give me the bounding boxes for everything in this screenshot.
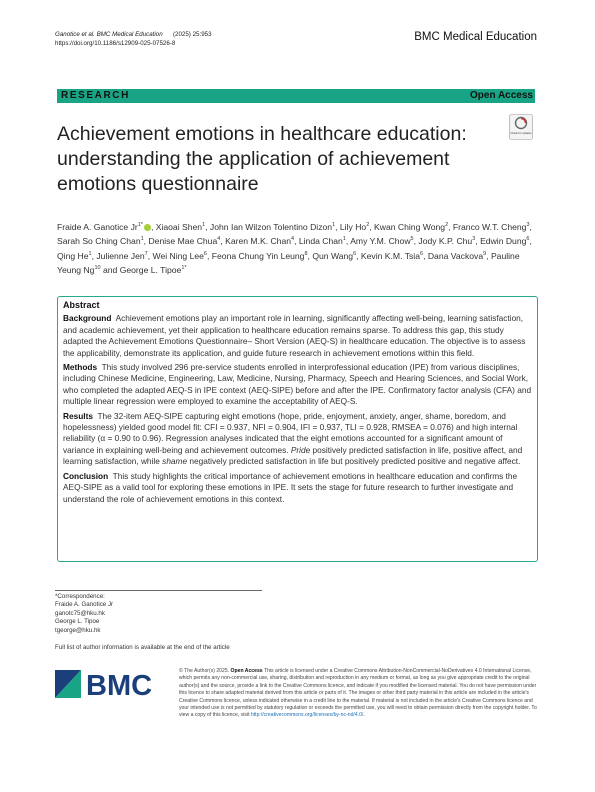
author-name[interactable]: Xiaoai Shen xyxy=(155,221,203,232)
author-affiliation: 1 xyxy=(332,222,336,228)
section-banner xyxy=(57,89,535,103)
methods-label: Methods xyxy=(63,362,98,373)
results-text-c: negatively predicted satisfaction in life but positively predicted positive and negative affect. xyxy=(189,456,521,467)
license-end: . xyxy=(363,712,365,719)
license-body: This article is licensed under a Creative Commons Attribution-NonCommercial-NoDerivatives 4.0 International License, which permits any non-commercial use, sharing, distribution and reproduction in any medium or format, as long as you give appropriate credit to the original author(s) and the source, provide a link to the Creative Commons licence, and indicate if you modified the licensed material. You do not have permission under this licence to share adapted material derived from this article or parts of it. The images or other third party material in this article are included in the article's Creative Commons licence, unless indicated otherwise in a credit line to the material. If material is not included in the article's Creative Commons licence and your intended use is not permitted by statutory regulation or exceeds the permitted use, you will need to obtain permission directly from the copyright holder. To view a copy of this licence, visit xyxy=(179,668,537,719)
author-name[interactable]: Jody K.P. Chu xyxy=(418,236,473,247)
author-name[interactable]: Qun Wang xyxy=(312,250,354,261)
footnote-rule xyxy=(55,590,262,591)
author-name[interactable]: Feona Chung Yin Leung xyxy=(211,250,305,261)
results-shame: shame xyxy=(162,456,188,467)
conclusion-text: This study highlights the critical importance of achievement emotions in healthcare education and confirms the AEQ-SIPE as a valid tool for exploring these emotions in IPE. It sets the stage for future research to further investigate and understand the role of achievement emotions in this context. xyxy=(63,470,518,504)
abstract-box xyxy=(57,296,538,562)
author-name[interactable]: Sarah So Ching Chan xyxy=(57,236,141,247)
abstract-methods xyxy=(63,362,532,408)
author-info-note: Full list of author information is available at the end of the article xyxy=(55,644,230,651)
author-affiliation: 6 xyxy=(203,250,207,257)
author-affiliation: 2 xyxy=(366,222,370,228)
citation-year: (2025) 25:953 xyxy=(172,31,212,38)
author-name[interactable]: Kevin K.M. Tsia xyxy=(360,250,420,261)
author-name[interactable]: Julienne Jen xyxy=(96,250,145,261)
author-affiliation: 4 xyxy=(217,236,221,243)
author-affiliation: 1 xyxy=(88,250,92,257)
author-list: Fraide A. Ganotice $Jr^{1*}$ , Xiaoai Shen$^1$, John Ian Wilzon Tolentino Dizon$^1$, Lily Ho$^2$, Kwan Ching Wong$^2$, Franco W.T. Cheng$^3$, Sarah So Ching Chan$^1$, Denise Mae Chua$^4$, Karen M.K. Chan$^4$, Linda Chan$^1$, Amy Y.M. Chow$^5$, Jody K.P. Chu$^3$, Edwin Dung$^6$, Qing He$^1$, Julienne Jen$^7$, Wei Ning Lee$^6$, Feona Chung Yin Leung$^8$, Qun Wang$^6$, Kevin K.M. Tsia$^6$, Dana Vackova$^9$, Pauline Yeung Ng$^{10}$ and George L. Tipoe$^{1*}$ xyxy=(57,221,532,276)
running-header xyxy=(55,30,212,48)
author-name[interactable]: Franco W.T. Cheng xyxy=(452,221,527,232)
results-pride: Pride xyxy=(290,444,311,455)
check-for-updates-icon[interactable] xyxy=(509,114,533,140)
author-affiliation: 4 xyxy=(291,236,295,243)
author-affiliation: 2 xyxy=(445,222,449,228)
author-name[interactable]: Kwan Ching Wong xyxy=(374,221,446,232)
check-badge-text: Check for updates xyxy=(510,132,532,135)
author-affiliation: 6 xyxy=(420,250,424,257)
author-name[interactable]: Edwin Dung xyxy=(480,236,527,247)
author-affiliation: 1 xyxy=(342,236,346,243)
correspondence-label: *Correspondence: xyxy=(55,593,105,600)
author-affiliation: 1* xyxy=(181,265,187,272)
open-access-label: Open Access xyxy=(470,90,533,101)
author-affiliation: 1 xyxy=(202,222,206,228)
methods-text: This study involved 296 pre-service students enrolled in interprofessional education (IPE) from various disciplines, including Chinese Medicine, Engineering, Law, Medicine, Nursing, Pharmacy, Speech and Hearing Sciences, and Social Work, who completed the adapted AEQ-S in IPE context (AEQ-SIPE) before and after the IPE. Confirmatory factor analysis (CFA) and multiple linear regression were employed to examine the acceptability of AEQ-S. xyxy=(63,362,532,407)
correspondence-email-2[interactable]: tgeorge@hku.hk xyxy=(55,626,101,634)
author-name[interactable]: Lily Ho xyxy=(339,221,367,232)
author-name[interactable]: Fraide A. Ganotice Jr xyxy=(57,221,138,232)
results-label: Results xyxy=(63,410,93,421)
author-name[interactable]: Dana Vackova xyxy=(427,250,484,261)
author-name[interactable]: Qing He xyxy=(57,250,89,261)
author-affiliation: 9 xyxy=(483,250,487,257)
author-name[interactable]: Denise Mae Chua xyxy=(148,236,218,247)
author-affiliation: 1* xyxy=(137,222,143,228)
license-link[interactable]: http://creativecommons.org/licenses/by-nc-nd/4.0/ xyxy=(250,712,364,719)
license-text xyxy=(179,668,537,720)
bmc-logo-text: BMC xyxy=(86,670,153,700)
background-text: Achievement emotions play an important role in learning, significantly affecting well-being, learning satisfaction, and academic achievement, yet their application to healthcare education remains sparse. To address this gap, this study adapted the Achievement Emotions Questionnaire– Short Version (AEQ-S) in healthcare education. The objective is to assess the applicability, demonstrate its application, and guide future research in achievement emotions within this field. xyxy=(63,313,526,358)
abstract-results xyxy=(63,411,532,468)
orcid-icon[interactable] xyxy=(144,224,151,231)
copyright: © The Author(s) 2025. xyxy=(179,668,230,674)
author-name[interactable]: Karen M.K. Chan xyxy=(225,236,292,247)
correspondence-name-1: Fraide A. Ganotice Jr xyxy=(55,601,114,609)
doi-link[interactable]: https://doi.org/10.1186/s12909-025-07526-8 xyxy=(55,40,176,47)
results-text-a: The 32-item AEQ-SIPE capturing eight emotions (hope, pride, enjoyment, anxiety, anger, shame, boredom, and hopelessness) yielded good model fit: CFI = 0.937, NFI = 0.904, IFI = 0.937, TLI = 0.928, RMSEA = 0.076) and high internal reliability (α = 0.90 to 0.96). Regression analyses indicated that the eight emotions accounted for a significant amount of variance in explaining well-being and achievement outcomes. xyxy=(63,410,518,455)
license-open-access: Open Access xyxy=(230,668,263,674)
author-affiliation: 8 xyxy=(304,250,308,257)
abstract-heading: Abstract xyxy=(63,300,100,310)
author-affiliation: 3 xyxy=(472,236,476,243)
section-label: RESEARCH xyxy=(61,90,130,101)
author-name[interactable]: George L. Tipoe xyxy=(119,265,182,276)
author-name[interactable]: Wei Ning Lee xyxy=(152,250,204,261)
abstract-conclusion xyxy=(63,471,532,505)
correspondence xyxy=(55,593,113,635)
author-affiliation: 3 xyxy=(526,222,530,228)
author-affiliation: 10 xyxy=(94,265,101,272)
author-affiliation: 5 xyxy=(410,236,414,243)
author-affiliation: 6 xyxy=(353,250,357,257)
bmc-logo xyxy=(55,668,169,700)
conclusion-label: Conclusion xyxy=(63,470,109,481)
author-affiliation: 6 xyxy=(526,236,530,243)
article-title: Achievement emotions in healthcare education: understanding the application of achievement emotions questionnaire xyxy=(57,123,467,195)
correspondence-email-1[interactable]: ganotc75@hku.hk xyxy=(55,609,105,617)
journal-name: BMC Medical Education xyxy=(414,31,537,43)
author-affiliation: 1 xyxy=(140,236,144,243)
author-name[interactable]: Amy Y.M. Chow xyxy=(350,236,411,247)
citation-authors: Ganotice et al. BMC Medical Education xyxy=(55,31,163,38)
background-label: Background xyxy=(63,313,112,324)
abstract-background xyxy=(63,313,532,359)
author-affiliation: 7 xyxy=(144,250,148,257)
author-name[interactable]: Linda Chan xyxy=(298,236,343,247)
results-text-b: positively predicted satisfaction in life, positive affect, and learning satisfaction, while xyxy=(63,444,523,467)
author-name[interactable]: John Ian Wilzon Tolentino Dizon xyxy=(209,221,333,232)
author-name[interactable]: Pauline Yeung Ng xyxy=(57,250,520,276)
correspondence-name-2: George L. Tipoe xyxy=(55,618,100,626)
